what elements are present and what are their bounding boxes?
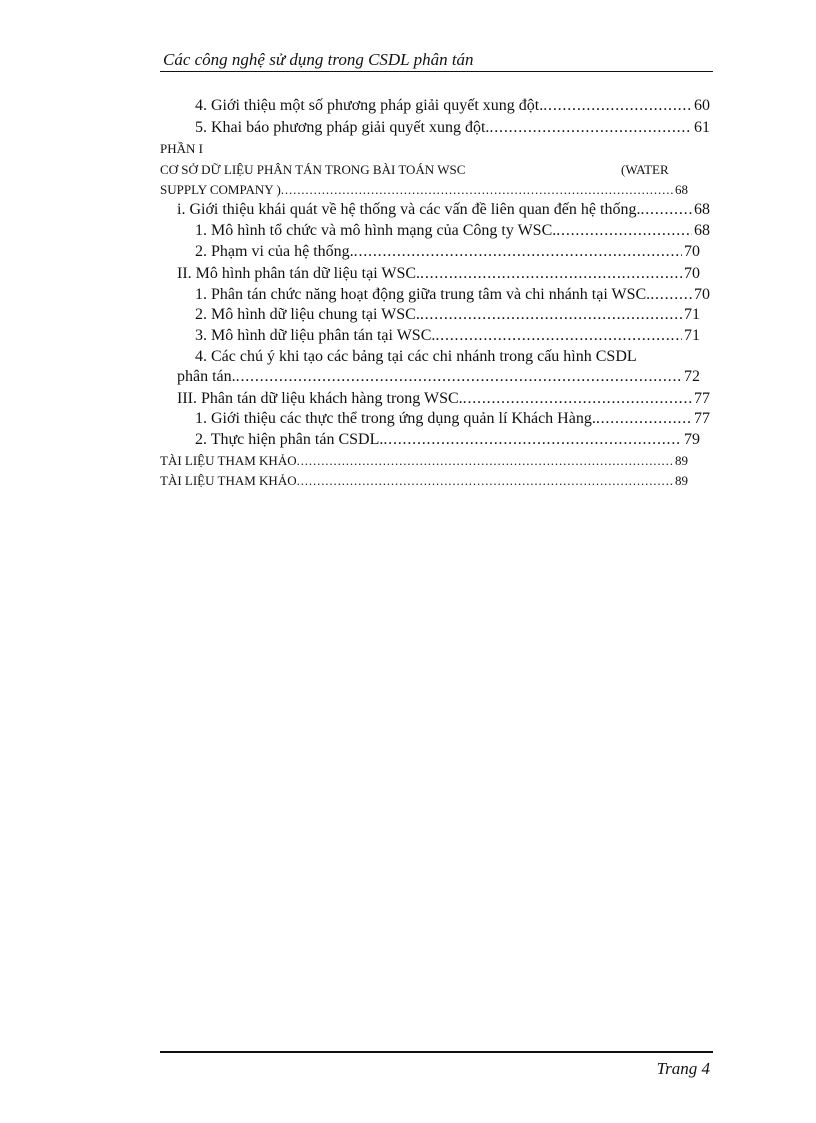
toc-leader-dots — [650, 285, 692, 305]
toc-leader-dots — [489, 118, 692, 138]
toc-entry-title-line1[interactable]: 4. Các chú ý khi tạo các bảng tại các chi nhánh trong cấu hình CSDL — [195, 348, 637, 365]
toc-entry[interactable] — [195, 242, 700, 262]
toc-entry-page: 70 — [694, 286, 710, 303]
toc-leader-dots — [236, 367, 682, 387]
toc-entry[interactable] — [195, 118, 710, 138]
toc-entry-title: phân tán. — [177, 368, 236, 385]
page-number: Trang 4 — [656, 1059, 710, 1078]
toc-entry[interactable] — [160, 473, 688, 489]
toc-part-heading[interactable]: PHẦN I — [160, 141, 203, 156]
toc-leader-dots — [297, 473, 673, 489]
footer-divider — [160, 1051, 713, 1053]
toc-entry-page: 71 — [684, 327, 700, 344]
toc-leader-dots — [281, 182, 673, 198]
toc-entry-title: 1. Phân tán chức năng hoạt động giữa trung tâm và chi nhánh tại WSC. — [195, 286, 651, 303]
toc-entry-title: 1. Mô hình tổ chức và mô hình mạng của Công ty WSC. — [195, 222, 557, 239]
toc-entry[interactable] — [195, 326, 700, 346]
toc-entry[interactable] — [160, 182, 688, 198]
toc-entry-page: 70 — [684, 243, 700, 260]
toc-entry[interactable] — [195, 305, 700, 325]
toc-part-title[interactable]: CƠ SỞ DỮ LIỆU PHÂN TÁN TRONG BÀI TOÁN WSC — [160, 162, 466, 177]
toc-leader-dots — [420, 305, 682, 325]
toc-entry-page: 60 — [694, 97, 710, 114]
toc-entry-title: II. Mô hình phân tán dữ liệu tại WSC. — [177, 265, 421, 282]
toc-entry-page: 79 — [684, 431, 700, 448]
toc-leader-dots — [435, 326, 682, 346]
toc-entry-page: 89 — [675, 453, 688, 468]
toc-entry-page: 68 — [675, 182, 688, 197]
toc-entry[interactable] — [195, 96, 710, 116]
toc-entry[interactable] — [195, 409, 710, 429]
toc-entry[interactable] — [177, 264, 700, 284]
toc-entry-page: 71 — [684, 306, 700, 323]
header-title: Các công nghệ sử dụng trong CSDL phân tán — [163, 50, 474, 69]
toc-entry[interactable] — [177, 389, 710, 409]
toc-leader-dots — [556, 221, 692, 241]
toc-leader-dots — [640, 200, 692, 220]
toc-entry-page: 77 — [694, 410, 710, 427]
toc-leader-dots — [297, 453, 673, 469]
toc-entry-title: 4. Giới thiệu một số phương pháp giải quyết xung đột. — [195, 97, 544, 114]
toc-leader-dots — [543, 96, 692, 116]
toc-leader-dots — [596, 409, 692, 429]
toc-entry[interactable] — [177, 367, 700, 387]
toc-entry-page: 72 — [684, 368, 700, 385]
toc-entry[interactable] — [160, 453, 688, 469]
toc-entry-title: 5. Khai báo phương pháp giải quyết xung đột. — [195, 119, 490, 136]
toc-entry[interactable] — [195, 430, 700, 450]
toc-entry-title: TÀI LIỆU THAM KHẢO — [160, 453, 297, 468]
toc-leader-dots — [383, 430, 682, 450]
toc-entry[interactable] — [195, 221, 710, 241]
toc-entry-title: 2. Phạm vi của hệ thống. — [195, 243, 354, 260]
toc-part-title-continued: (WATER — [621, 162, 669, 177]
toc-leader-dots — [463, 389, 692, 409]
header-divider — [160, 71, 713, 72]
toc-entry-title: 3. Mô hình dữ liệu phân tán tại WSC. — [195, 327, 436, 344]
toc-entry-page: 89 — [675, 473, 688, 488]
toc-entry-title: 2. Thực hiện phân tán CSDL. — [195, 431, 384, 448]
toc-entry-title: 2. Mô hình dữ liệu chung tại WSC. — [195, 306, 420, 323]
toc-entry-page: 77 — [694, 390, 710, 407]
toc-leader-dots — [354, 242, 682, 262]
toc-leader-dots — [420, 264, 682, 284]
toc-entry-title: III. Phân tán dữ liệu khách hàng trong WSC. — [177, 390, 463, 407]
toc-entry-page: 70 — [684, 265, 700, 282]
toc-entry-title: SUPPLY COMPANY ) — [160, 182, 281, 197]
toc-entry[interactable] — [177, 200, 710, 220]
toc-entry-title: 1. Giới thiệu các thực thể trong ứng dụng quản lí Khách Hàng. — [195, 410, 596, 427]
toc-entry-page: 61 — [694, 119, 710, 136]
toc-entry-page: 68 — [694, 201, 710, 218]
toc-entry-title: TÀI LIỆU THAM KHẢO — [160, 473, 297, 488]
toc-entry-page: 68 — [694, 222, 710, 239]
toc-entry-title: i. Giới thiệu khái quát về hệ thống và các vấn đề liên quan đến hệ thống. — [177, 201, 641, 218]
toc-entry[interactable] — [195, 285, 710, 305]
